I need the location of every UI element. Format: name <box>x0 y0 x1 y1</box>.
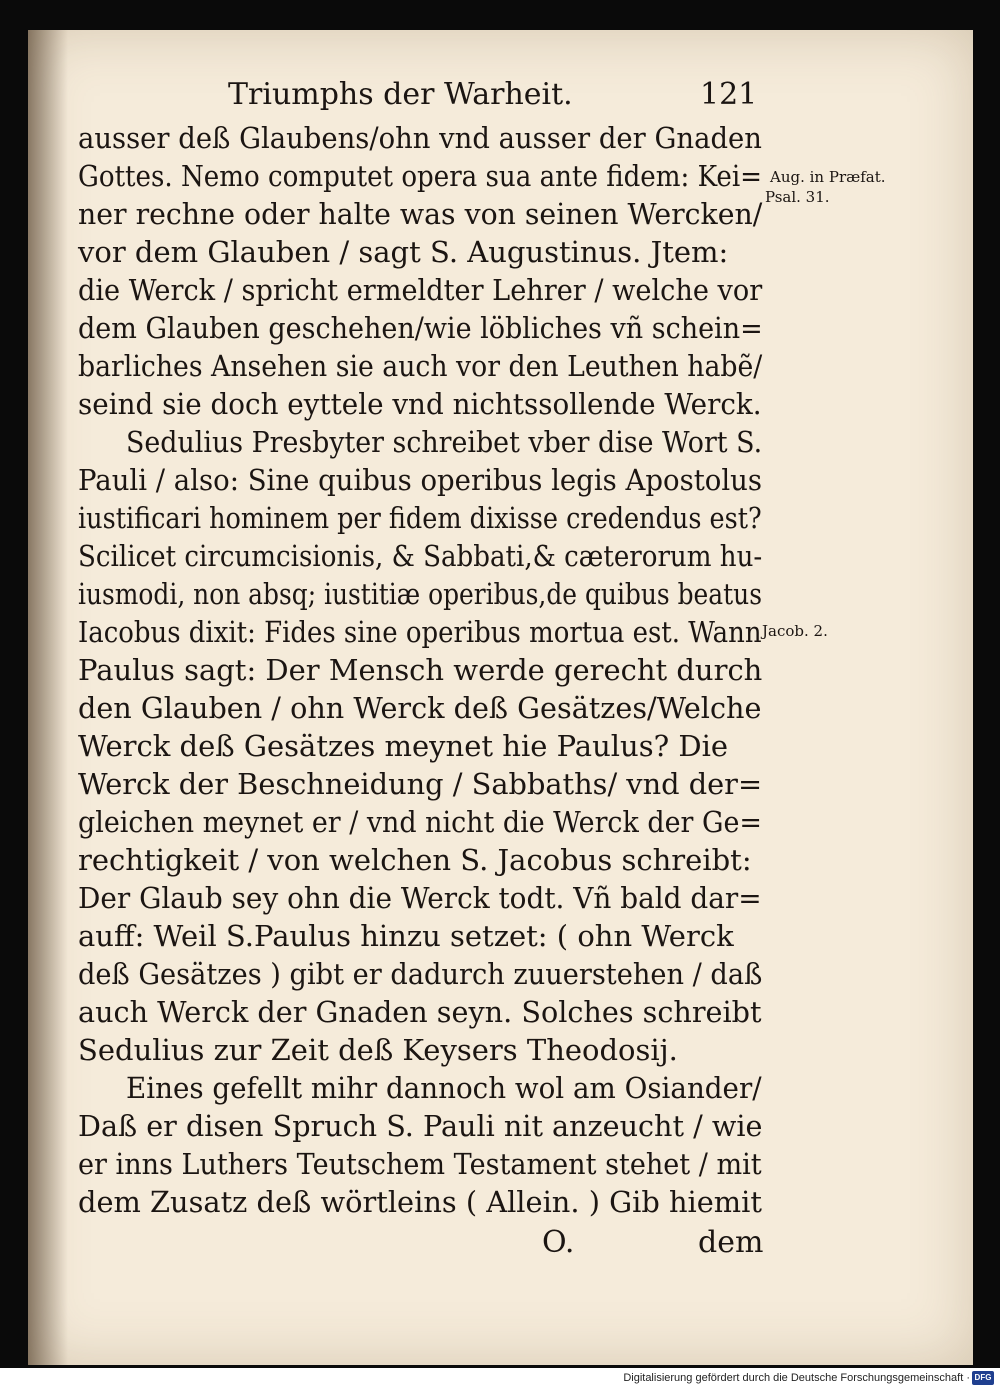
text-line-29: dem Zusatz deß wörtleins ( Allein. ) Gib hiemit <box>78 1185 762 1219</box>
text-line-14: Iacobus dixit: Fides sine operibus mortua est. Wann <box>78 615 762 649</box>
text-line-18: Werck der Beschneidung / Sabbaths/ vnd der= <box>78 767 763 801</box>
signature-mark: O. <box>542 1225 575 1260</box>
text-line-16: den Glauben / ohn Werck deß Gesätzes/Welche <box>78 691 762 725</box>
text-line-15: Paulus sagt: Der Mensch werde gerecht durch <box>78 653 763 687</box>
book-page <box>28 30 973 1365</box>
text-line-27: Daß er disen Spruch S. Pauli nit anzeucht / wie <box>78 1109 763 1143</box>
marginal-note-psalm: Psal. 31. <box>765 188 830 206</box>
text-line-12: Scilicet circumcisionis, & Sabbati,& cæterorum hu- <box>78 539 763 573</box>
page-gutter-shadow <box>28 30 68 1365</box>
text-line-23: deß Gesätzes ) gibt er dadurch zuuerstehen / daß <box>78 957 763 991</box>
text-line-20: rechtigkeit / von welchen S. Jacobus schreibt: <box>78 843 752 877</box>
dfg-logo-icon: DFG <box>972 1371 994 1385</box>
text-line-3: ner rechne oder halte was von seinen Wercken/ <box>78 197 763 231</box>
text-line-4: vor dem Glauben / sagt S. Augustinus. Jtem: <box>78 235 729 269</box>
catchword: dem <box>698 1225 764 1260</box>
text-line-24: auch Werck der Gnaden seyn. Solches schreibt <box>78 995 762 1029</box>
text-line-21: Der Glaub sey ohn die Werck todt. Vñ bald dar= <box>78 881 762 915</box>
footer-bar <box>0 1368 1000 1391</box>
text-line-7: barliches Ansehen sie auch vor den Leuthen habẽ/ <box>78 349 763 383</box>
text-line-22: auff: Weil S.Paulus hinzu setzet: ( ohn Werck <box>78 919 734 953</box>
text-line-1: ausser deß Glaubens/ohn vnd ausser der Gnaden <box>78 121 762 155</box>
funding-credit: Digitalisierung gefördert durch die Deutsche Forschungsgemeinschaft · <box>623 1372 970 1384</box>
text-line-19: gleichen meynet er / vnd nicht die Werck der Ge= <box>78 805 762 839</box>
text-line-28: er inns Luthers Teutschem Testament stehet / mit <box>78 1147 762 1181</box>
running-title: Triumphs der Warheit. <box>228 77 573 112</box>
marginal-note-augustinus: Aug. in Præfat. <box>770 168 886 186</box>
text-line-13: iusmodi, non absq; iustitiæ operibus,de quibus beatus <box>78 577 762 611</box>
text-line-10: Pauli / also: Sine quibus operibus legis Apostolus <box>78 463 762 497</box>
page-number: 121 <box>700 77 758 112</box>
text-line-6: dem Glauben geschehen/wie löbliches vñ schein= <box>78 311 763 345</box>
marginal-note-jacob: Jacob. 2. <box>762 622 828 640</box>
text-line-26: Eines gefellt mihr dannoch wol am Osiander/ <box>126 1071 762 1105</box>
text-line-11: iustificari hominem per fidem dixisse credendus est? <box>78 501 762 535</box>
text-line-9: Sedulius Presbyter schreibet vber dise Wort S. <box>126 425 763 459</box>
text-line-5: die Werck / spricht ermeldter Lehrer / welche vor <box>78 273 763 307</box>
text-line-2: Gottes. Nemo computet opera sua ante fidem: Kei= <box>78 159 763 193</box>
text-line-8: seind sie doch eyttele vnd nichtssollende Werck. <box>78 387 762 421</box>
text-line-25: Sedulius zur Zeit deß Keysers Theodosij. <box>78 1033 678 1067</box>
text-line-17: Werck deß Gesätzes meynet hie Paulus? Die <box>78 729 729 763</box>
